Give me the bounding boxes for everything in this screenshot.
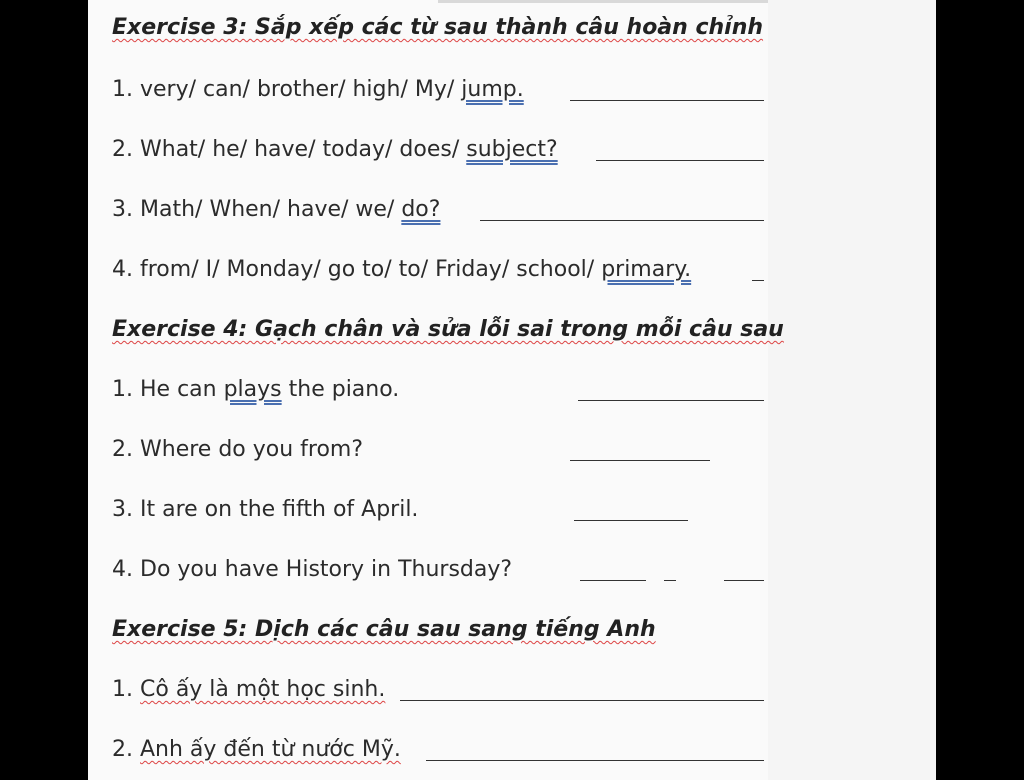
item-text: Do you have History in Thursday? [140,557,513,582]
item-text: Math/ When/ have/ we/ [140,197,402,222]
exercise5-heading-text: Exercise 5: Dịch các câu sau sang tiếng Anh [112,617,656,642]
exercise4-heading-text: Exercise 4: Gạch chân và sửa lỗi sai trong mỗi câu sau [112,317,784,342]
item-number: 1. [112,77,133,102]
item-last-word: do? [401,197,441,222]
answer-line[interactable] [664,580,676,581]
item-text: very/ can/ brother/ high/ My/ [140,77,462,102]
item-number: 3. [112,197,133,222]
exercise3-heading-text: Exercise 3: Sắp xếp các từ sau thành câu hoàn chỉnh [112,15,764,40]
exercise3-item-4 [112,256,691,284]
item-last-word: jump. [461,77,524,102]
exercise3-item-3 [112,196,440,224]
answer-line[interactable] [724,580,764,581]
item-last-word: subject? [466,137,558,162]
exercise4-heading [112,316,784,344]
item-text: He can [140,377,224,402]
item-text: What/ he/ have/ today/ does/ [140,137,467,162]
item-text: It are on the fifth of April. [140,497,419,522]
item-text: Anh ấy đến từ nước Mỹ. [140,737,401,762]
worksheet [88,0,784,780]
item-text: Cô ấy là một học sinh. [140,677,386,702]
answer-line[interactable] [578,400,764,401]
item-number: 2. [112,737,133,762]
answer-line[interactable] [400,700,764,701]
answer-line[interactable] [580,580,646,581]
exercise4-item-1 [112,376,399,404]
item-text: Where do you from? [140,437,364,462]
answer-line[interactable] [596,160,764,161]
error-word: plays [223,377,282,402]
item-number: 2. [112,137,133,162]
item-number: 1. [112,677,133,702]
answer-line[interactable] [570,100,764,101]
exercise4-item-2 [112,436,363,464]
item-text: from/ I/ Monday/ go to/ to/ Friday/ school/ [140,257,602,282]
exercise5-heading [112,616,656,644]
exercise4-item-3 [112,496,418,524]
answer-line[interactable] [574,520,688,521]
exercise4-item-4 [112,556,512,584]
exercise5-item-2 [112,736,401,764]
answer-line[interactable] [752,280,764,281]
item-number: 3. [112,497,133,522]
item-number: 2. [112,437,133,462]
item-number: 1. [112,377,133,402]
answer-line[interactable] [426,760,764,761]
item-number: 4. [112,257,133,282]
exercise5-item-1 [112,676,385,704]
item-number: 4. [112,557,133,582]
exercise3-item-2 [112,136,558,164]
item-text-end: the piano. [281,377,400,402]
answer-line[interactable] [570,460,710,461]
exercise3-item-1 [112,76,524,104]
exercise3-heading [112,14,763,42]
top-divider [438,0,768,3]
document-page [88,0,936,780]
answer-line[interactable] [480,220,764,221]
item-last-word: primary. [601,257,692,282]
